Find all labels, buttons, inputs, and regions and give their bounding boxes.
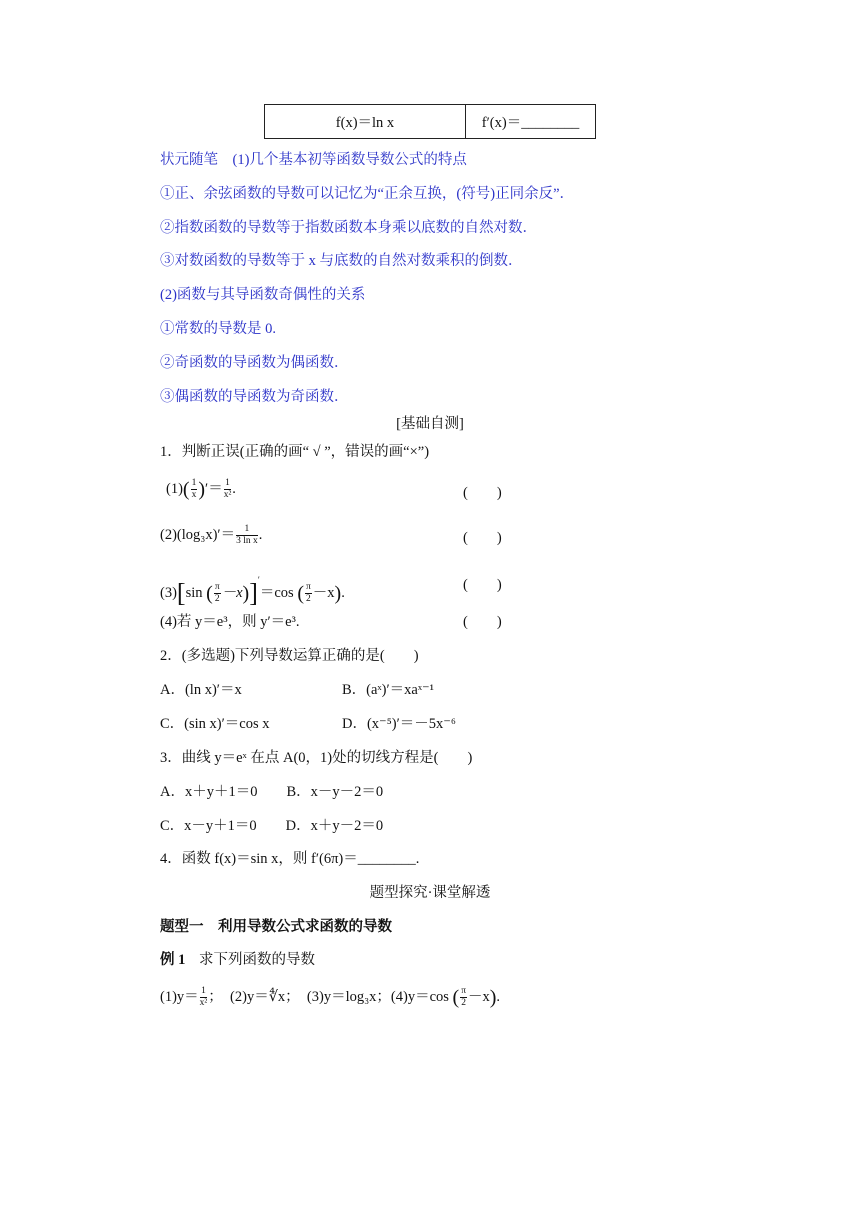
- question-4: 4．函数 f(x)＝sin x，则 f′(6π)＝________.: [160, 851, 420, 867]
- question-3-options-cd: C．x－y＋1＝0 D．x＋y－2＝0: [160, 818, 384, 834]
- section-title: 题型探究·课堂解透: [369, 885, 491, 901]
- note-line-5: ①常数的导数是 0.: [160, 321, 276, 337]
- question-1-4: (4)若 y＝e³，则 y′＝e³.: [160, 614, 300, 630]
- answer-paren-4: ( ): [463, 614, 502, 630]
- question-3-options-ab: A．x＋y＋1＝0 B．x－y－2＝0: [160, 784, 384, 800]
- example-1-text: 求下列函数的导数: [199, 952, 315, 968]
- note-line-3: ③对数函数的导数等于 x 与底数的自然对数乘积的倒数．: [160, 253, 523, 269]
- formula-table: [264, 104, 596, 139]
- note-line-7: ③偶函数的导函数为奇函数．: [160, 389, 349, 405]
- question-2-option-d: D．(x⁻⁵)′＝－5x⁻⁶: [342, 716, 456, 732]
- question-2: 2．(多选题)下列导数运算正确的是( ): [160, 648, 419, 664]
- question-2-option-c: C．(sin x)′＝cos x: [160, 716, 270, 732]
- note-heading: 状元随笔 (1)几个基本初等函数导数公式的特点: [160, 152, 467, 168]
- note-line-1: ①正、余弦函数的导数可以记忆为“正余互换，(符号)正同余反”．: [160, 186, 575, 202]
- note-line-4: (2)函数与其导函数奇偶性的关系: [160, 287, 366, 303]
- question-1-2: (2)(log₃x)′＝ $\frac{1}{\text{3 ln x}}$ .: [160, 523, 263, 547]
- formula-derivative-blank: f′(x)＝________: [466, 105, 596, 139]
- question-1: 1．判断正误(正确的画“ √ ”，错误的画“×”): [160, 444, 430, 460]
- answer-paren-3: ( ): [463, 577, 502, 593]
- question-2-option-b: B．(aˣ)′＝xaˣ⁻¹: [342, 682, 435, 698]
- question-3: 3．曲线 y＝eˣ 在点 A(0，1)处的切线方程是( ): [160, 750, 473, 766]
- example-1: [160, 948, 315, 969]
- question-1-1: (1)( $\frac{1}{x}$ )′＝ $\frac{1}{\text{x²}}$ .: [166, 477, 236, 501]
- selftest-title: [基础自测]: [396, 416, 464, 432]
- formula-ln: f(x)＝ln x: [265, 105, 466, 139]
- question-2-option-a: A．(ln x)′＝x: [160, 682, 242, 698]
- note-line-2: ②指数函数的导数等于指数函数本身乘以底数的自然对数．: [160, 220, 537, 236]
- example-1-label: 例 1: [160, 952, 186, 968]
- example-1-items: (1)y＝ $\frac{1}{\text{x²}}$ ； (2)y＝∜x； (3)y＝log₃x；(4)y＝cos ( $\frac{\pi}{2}$ －x).: [160, 985, 501, 1009]
- answer-paren-1: ( ): [463, 485, 502, 501]
- question-1-3: (3)[sin ( $\frac{\pi}{2}$ －x)]′＝cos ( $\frac{\pi}{2}$ －x).: [160, 575, 345, 608]
- answer-paren-2: ( ): [463, 530, 502, 546]
- type-1-heading: 题型一 利用导数公式求函数的导数: [160, 919, 392, 935]
- note-line-6: ②奇函数的导函数为偶函数．: [160, 355, 349, 371]
